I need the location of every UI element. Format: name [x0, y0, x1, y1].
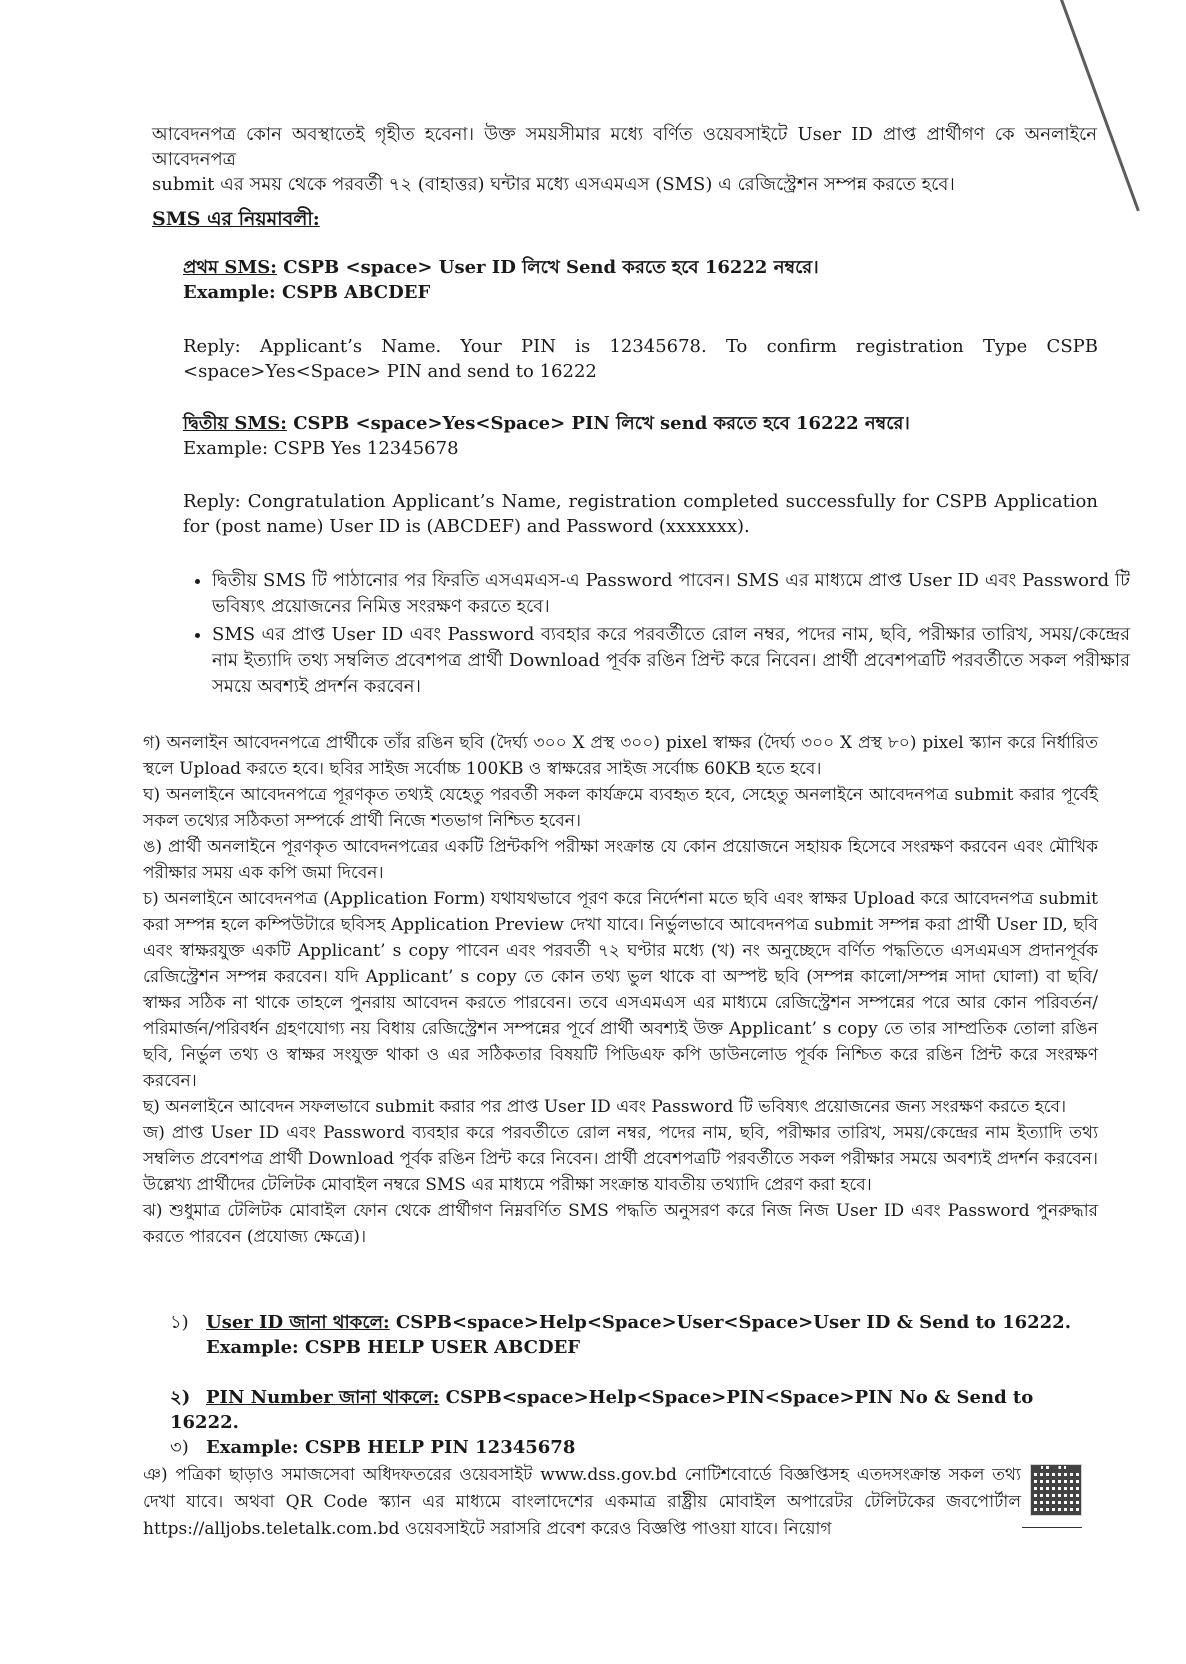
instruction-item-chha: ছ) অনলাইনে আবেদন সফলভাবে submit করার পর প্রাপ্ত User ID এবং Password টি ভবিষ্যৎ প্রয়োজনের জন্য সংরক্ষণ করতে হবে।: [143, 1097, 1067, 1117]
first-sms-block: [183, 255, 1098, 305]
instruction-items: [143, 730, 1098, 1250]
second-sms-block: [183, 411, 1098, 461]
recovery-pin-example: Example: CSPB HELP PIN 12345678: [206, 1437, 576, 1458]
first-sms-text: CSPB <space> User ID লিখে Send করতে হবে 16222 নম্বরে।: [276, 257, 819, 278]
instruction-item-cha: চ) অনলাইনে আবেদনপত্র (Application Form) যথাযথভাবে পূরণ করে নির্দেশনা মতে ছবি এবং স্বাক্ষর Upload করে আবেদনপত্র submit করা সম্পন্ন হলে কম্পিউটারে ছবিসহ Application Preview দেখা যাবে। নির্ভুলভাবে আবেদনপত্র submit সম্পন্ন করা প্রার্থী User ID, ছবি এবং স্বাক্ষরযুক্ত একটি Applicant’ s copy পাবেন এবং পরবর্তী ৭২ ঘণ্টার মধ্যে (খ) নং অনুচ্ছেদে বর্ণিত পদ্ধতিতে এসএমএস প্রদানপূর্বক রেজিস্ট্রেশন সম্পন্ন করবেন। যদি Applicant’ s copy তে কোন তথ্য ভুল থাকে বা অস্পষ্ট ছবি (সম্পন্ন কালো/সম্পন্ন সাদা ঘোলা) বা ছবি/স্বাক্ষর সঠিক না থাকে তাহলে পুনরায় আবেদন করতে পারবেন। তবে এসএমএস এর মাধ্যমে রেজিস্ট্রেশন সম্পন্নের পরে আর কোন পরিবর্তন/পরিমার্জন/পরিবর্ধন গ্রহণযোগ্য নয় বিধায় রেজিস্ট্রেশন সম্পন্নের পূর্বে প্রার্থী অবশ্যই উক্ত Applicant’ s copy তে তার সাম্প্রতিক তোলা রঙিন ছবি, নির্ভুল তথ্য ও স্বাক্ষর সংযুক্ত থাকা ও এর সঠিকতার বিষয়টি পিডিএফ কপি ডাউনলোড পূর্বক নিশ্চিত করে রঙিন প্রিন্ট করে সংরক্ষণ করবেন।: [143, 889, 1098, 1091]
intro-line-1: আবেদনপত্র কোন অবস্থাতেই গৃহীত হবেনা। উক্ত সময়সীমার মধ্যে বর্ণিত ওয়েবসাইটে User ID প্রাপ্ত প্রার্থীগণ কে অনলাইনে আবেদনপত্র: [152, 124, 1097, 170]
instruction-item-ga: গ) অনলাইন আবেদনপত্রে প্রার্থীকে তাঁর রঙিন ছবি (দৈর্ঘ্য ৩০০ X প্রস্থ ৩০০) pixel স্বাক্ষর (দৈর্ঘ্য ৩০০ X প্রস্থ ৮০) pixel স্ক্যান করে নির্ধারিত স্থলে Upload করতে হবে। ছবির সাইজ সর্বোচ্চ 100KB ও স্বাক্ষরের সাইজ সর্বোচ্চ 60KB হতে হবে।: [143, 733, 1098, 779]
recovery-pin-label: PIN Number জানা থাকলে:: [206, 1387, 440, 1408]
list-item: • দ্বিতীয় SMS টি পাঠানোর পর ফিরতি এসএমএস-এ Password পাবেন। SMS এর মাধ্যমে প্রাপ্ত User ID এবং Password টি ভবিষ্যৎ প্রয়োজনের নিমিত্ত সংরক্ষণ করতে হবে।: [212, 568, 1130, 620]
first-sms-example: Example: CSPB ABCDEF: [183, 282, 431, 303]
first-sms-label: প্রথম SMS:: [183, 257, 277, 278]
list-item: • SMS এর প্রাপ্ত User ID এবং Password ব্যবহার করে পরবর্তীতে রোল নম্বর, পদের নাম, ছবি, পরীক্ষার তারিখ, সময়/কেন্দ্রের নাম ইত্যাদি তথ্য সম্বলিত প্রবেশপত্র প্রার্থী Download পূর্বক রঙিন প্রিন্ট করে নিবেন। প্রার্থী প্রবেশপত্রটি পরবর্তীতে সকল পরীক্ষার সময়ে অবশ্যই প্রদর্শন করবেন।: [212, 622, 1130, 700]
second-sms-label: দ্বিতীয় SMS:: [183, 413, 287, 434]
second-sms-text: CSPB <space>Yes<Space> PIN লিখে send করতে হবে 16222 নম্বরে।: [286, 413, 910, 434]
instruction-item-ja: জ) প্রাপ্ত User ID এবং Password ব্যবহার করে পরবর্তীতে রোল নম্বর, পদের নাম, ছবি, পরীক্ষার তারিখ, সময়/কেন্দ্রের নাম ইত্যাদি তথ্য সম্বলিত প্রবেশপত্র প্রার্থী Download পূর্বক রঙিন প্রিন্ট করে নিবেন। প্রার্থী প্রবেশপত্রটি পরবর্তীতে সকল পরীক্ষার সময়ে অবশ্যই প্রদর্শন করবেন। উল্লেখ্য প্রার্থীদের টেলিটক মোবাইল নম্বরে SMS এর মাধ্যমে পরীক্ষা সংক্রান্ত যাবতীয় তথ্যাদি প্রেরণ করা হবে।: [143, 1123, 1098, 1195]
intro-paragraph: [152, 122, 1097, 197]
footer-paragraph: ঞ) পত্রিকা ছাড়াও সমাজসেবা অধিদফতরের ওয়েবসাইট www.dss.gov.bd নোটিশবোর্ডে বিজ্ঞপ্তিসহ এতদসংক্রান্ত সকল তথ্য দেখা যাবে। অথবা QR Code স্ক্যান এর মাধ্যমে বাংলাদেশের একমাত্র রাষ্ট্রীয় মোবাইল অপারেটর টেলিটকের জবপোর্টাল https://alljobs.teletalk.com.bd ওয়েবসাইটে সরাসরি প্রবেশ করেও বিজ্ঞপ্তি পাওয়া যাবে। নিয়োগ: [143, 1465, 1021, 1539]
recovery-number: ১): [170, 1312, 189, 1333]
recovery-pin-text: CSPB<space>Help<Space>PIN<Space>PIN No & Send to 16222.: [170, 1387, 1034, 1433]
recovery-user-id-text: CSPB<space>Help<Space>User<Space>User ID & Send to 16222.: [389, 1312, 1071, 1333]
second-sms-example: Example: CSPB Yes 12345678: [183, 438, 459, 459]
instruction-item-umo: ঙ) প্রার্থী অনলাইনে পূরণকৃত আবেদনপত্রের একটি প্রিন্টকপি পরীক্ষা সংক্রান্ত যে কোন প্রয়োজনে সহায়ক হিসেবে সংরক্ষণ করবেন এবং মৌখিক পরীক্ষার সময় এক কপি জমা দিবেন।: [143, 837, 1098, 883]
recovery-number: ৩): [170, 1437, 189, 1458]
recovery-pin: [170, 1385, 1100, 1460]
qr-underline: [1022, 1527, 1082, 1528]
recovery-user-id-example: Example: CSPB HELP USER ABCDEF: [206, 1337, 581, 1358]
instruction-item-jha: ঝ) শুধুমাত্র টেলিটক মোবাইল ফোন থেকে প্রার্থীগণ নিম্নবর্ণিত SMS পদ্ধতি অনুসরণ করে নিজ নিজ User ID এবং Password পুনরুদ্ধার করতে পারবেন (প্রযোজ্য ক্ষেত্রে)।: [143, 1201, 1098, 1247]
recovery-number: ২): [170, 1387, 191, 1408]
first-sms-reply: Reply: Applicant’s Name. Your PIN is 12345678. To confirm registration Type CSPB <space>Yes<Space> PIN and send to 16222: [183, 336, 1098, 382]
qr-code-icon[interactable]: [1030, 1464, 1082, 1516]
recovery-user-id: [170, 1310, 1100, 1360]
second-sms-reply: Reply: Congratulation Applicant’s Name, registration completed successfully for CSPB Application for (post name) User ID is (ABCDEF) and Password (xxxxxxx).: [183, 491, 1098, 537]
recovery-user-id-label: User ID জানা থাকলে:: [206, 1312, 390, 1333]
sms-rules-heading: SMS এর নিয়মাবলী:: [152, 208, 320, 230]
intro-line-2: submit এর সময় থেকে পরবর্তী ৭২ (বাহাত্তর) ঘন্টার মধ্যে এসএমএস (SMS) এ রেজিস্ট্রেশন সম্পন্ন করতে হবে।: [152, 174, 955, 195]
sms-notes-list: [180, 568, 1130, 702]
instruction-item-gha: ঘ) অনলাইনে আবেদনপত্রে পূরণকৃত তথ্যই যেহেতু পরবর্তী সকল কার্যক্রমে ব্যবহৃত হবে, সেহেতু অনলাইনে আবেদনপত্র submit করার পূর্বেই সকল তথ্যের সঠিকতা সম্পর্কে প্রার্থী নিজে শতভাগ নিশ্চিত হবেন।: [143, 785, 1098, 831]
